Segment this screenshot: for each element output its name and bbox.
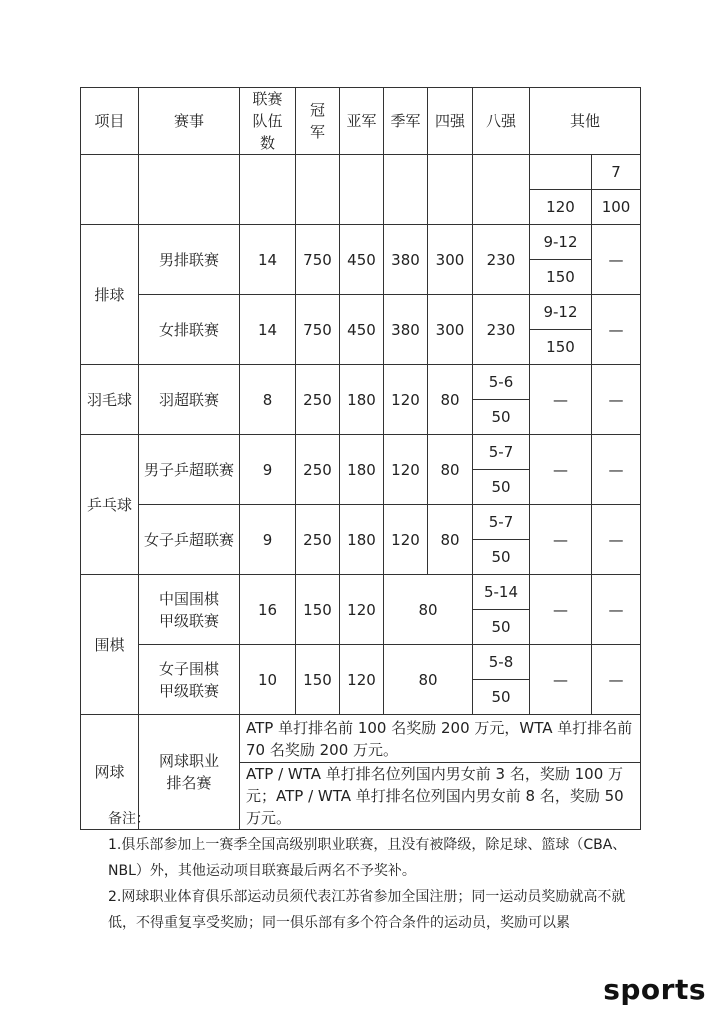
teams-cell: 14 [240, 225, 296, 295]
rank-reward: 50 [473, 680, 530, 715]
runner-up-cell: 120 [340, 645, 384, 715]
table-row [81, 295, 641, 330]
third-cell: 120 [384, 505, 428, 575]
table-row [81, 715, 641, 763]
event-name: 女子围棋甲级联赛 [139, 645, 240, 715]
notes-title: 备注： [108, 811, 150, 827]
third-cell: 380 [384, 225, 428, 295]
champion-cell: 150 [296, 575, 340, 645]
top4-cell: 300 [428, 225, 473, 295]
top4-cell: 80 [428, 435, 473, 505]
rank-range: 5-8 [473, 645, 530, 680]
project-table-tennis: 乒乓球 [81, 435, 139, 575]
other-cell: 7 [592, 155, 641, 190]
top8-cell: 230 [473, 225, 530, 295]
rank-reward: 50 [473, 400, 530, 435]
header-other: 其他 [530, 88, 641, 155]
third-top4-cell: 80 [384, 645, 473, 715]
project-badminton: 羽毛球 [81, 365, 139, 435]
rank-reward: 150 [530, 260, 592, 295]
teams-cell: 10 [240, 645, 296, 715]
runner-up-cell: 120 [340, 575, 384, 645]
header-row [81, 88, 641, 155]
table-row [81, 435, 641, 470]
runner-up-cell: 180 [340, 435, 384, 505]
table-row [81, 645, 641, 680]
top4-cell: 300 [428, 295, 473, 365]
project-tennis: 网球 [81, 715, 139, 830]
rank-reward: 50 [473, 470, 530, 505]
rest-cell: — [530, 365, 592, 435]
event-name: 女排联赛 [139, 295, 240, 365]
project-go: 围棋 [81, 575, 139, 715]
teams-cell: 9 [240, 505, 296, 575]
event-name: 中国围棋甲级联赛 [139, 575, 240, 645]
rest-cell: — [530, 435, 592, 505]
reward-table [80, 87, 641, 830]
table-row [81, 225, 641, 260]
champion-cell: 750 [296, 295, 340, 365]
rank-range: 5-14 [473, 575, 530, 610]
third-cell: 380 [384, 295, 428, 365]
rest-cell: — [592, 225, 641, 295]
header-project: 项目 [81, 88, 139, 155]
rank-range: 5-6 [473, 365, 530, 400]
other-cell: 100 [592, 190, 641, 225]
champion-cell: 250 [296, 435, 340, 505]
tennis-reward-2: ATP / WTA 单打排名位列国内男女前 3 名，奖励 100 万元；ATP / WTA 单打排名位列国内男女前 8 名，奖励 50 万元。 [240, 763, 641, 830]
third-top4-cell: 80 [384, 575, 473, 645]
champion-cell: 150 [296, 645, 340, 715]
event-name: 羽超联赛 [139, 365, 240, 435]
event-name: 男排联赛 [139, 225, 240, 295]
third-cell: 120 [384, 365, 428, 435]
champion-cell: 250 [296, 365, 340, 435]
header-event: 赛事 [139, 88, 240, 155]
header-third: 季军 [384, 88, 428, 155]
top4-cell: 80 [428, 505, 473, 575]
rank-range: 5-7 [473, 435, 530, 470]
rank-range: 9-12 [530, 295, 592, 330]
header-teams: 联赛队伍数 [240, 88, 296, 155]
rank-reward: 50 [473, 610, 530, 645]
note-2: 2.网球职业体育俱乐部运动员须代表江苏省参加全国注册；同一运动员奖励就高不就低，不得重复享受奖励；同一俱乐部有多个符合条件的运动员，奖励可以累 [108, 889, 626, 931]
event-name: 女子乒超联赛 [139, 505, 240, 575]
table-row [81, 155, 641, 190]
project-volleyball: 排球 [81, 225, 139, 365]
header-champion: 冠军 [296, 88, 340, 155]
champion-cell: 750 [296, 225, 340, 295]
rank-reward: 50 [473, 540, 530, 575]
teams-cell: 8 [240, 365, 296, 435]
top8-cell: 230 [473, 295, 530, 365]
rest-cell: — [592, 435, 641, 505]
event-name: 网球职业排名赛 [139, 715, 240, 830]
rest-cell: — [592, 295, 641, 365]
runner-up-cell: 450 [340, 225, 384, 295]
note-1: 1.俱乐部参加上一赛季全国高级别职业联赛，且没有被降级，除足球、篮球（CBA、NBL）外，其他运动项目联赛最后两名不予奖补。 [108, 837, 627, 879]
rest-cell: — [530, 505, 592, 575]
header-top4: 四强 [428, 88, 473, 155]
runner-up-cell: 180 [340, 365, 384, 435]
header-top8: 八强 [473, 88, 530, 155]
rest-cell: — [592, 505, 641, 575]
rest-cell: — [592, 365, 641, 435]
rest-cell: — [592, 645, 641, 715]
table-row [81, 365, 641, 400]
tennis-reward-1: ATP 单打排名前 100 名奖励 200 万元，WTA 单打排名前 70 名奖励 200 万元。 [240, 715, 641, 763]
header-runner-up: 亚军 [340, 88, 384, 155]
rank-range: 9-12 [530, 225, 592, 260]
rest-cell: — [530, 645, 592, 715]
third-cell: 120 [384, 435, 428, 505]
rank-reward: 150 [530, 330, 592, 365]
table-row [81, 505, 641, 540]
event-name: 男子乒超联赛 [139, 435, 240, 505]
teams-cell: 14 [240, 295, 296, 365]
brand-logo: sports [603, 973, 706, 1006]
teams-cell: 9 [240, 435, 296, 505]
other-cell: 120 [530, 190, 592, 225]
champion-cell: 250 [296, 505, 340, 575]
runner-up-cell: 450 [340, 295, 384, 365]
runner-up-cell: 180 [340, 505, 384, 575]
top4-cell: 80 [428, 365, 473, 435]
rank-range: 5-7 [473, 505, 530, 540]
rest-cell: — [592, 575, 641, 645]
rest-cell: — [530, 575, 592, 645]
table-row [81, 575, 641, 610]
teams-cell: 16 [240, 575, 296, 645]
notes-section [80, 806, 640, 936]
